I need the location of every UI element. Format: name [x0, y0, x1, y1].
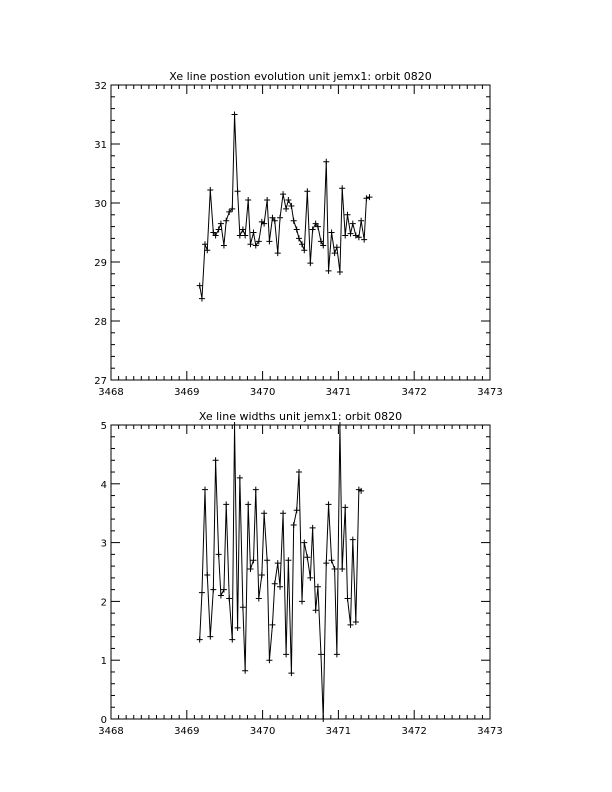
data-point	[363, 195, 369, 201]
data-point	[199, 590, 205, 596]
data-point	[245, 501, 251, 507]
data-point	[283, 651, 289, 657]
data-point	[301, 247, 307, 253]
data-point	[272, 581, 278, 587]
data-point	[269, 622, 275, 628]
data-point	[299, 598, 305, 604]
y-tick-label: 29	[94, 258, 107, 269]
data-point	[213, 457, 219, 463]
plot-frame	[111, 85, 490, 380]
data-point	[353, 619, 359, 625]
data-point	[207, 634, 213, 640]
data-point	[294, 227, 300, 233]
y-tick-label: 0	[100, 715, 107, 726]
data-point	[285, 197, 291, 203]
data-point	[229, 637, 235, 643]
x-tick-label: 3469	[174, 387, 200, 398]
data-point	[237, 232, 243, 238]
x-tick-label: 3470	[249, 387, 276, 398]
series-line	[200, 425, 361, 719]
widths-chart	[98, 410, 502, 737]
data-point	[247, 241, 253, 247]
data-point	[342, 504, 348, 510]
data-point	[247, 566, 253, 572]
data-point	[342, 232, 348, 238]
data-point	[339, 185, 345, 191]
data-point	[288, 670, 294, 676]
data-point	[315, 584, 321, 590]
y-tick-label: 2	[100, 597, 107, 609]
data-point	[223, 218, 229, 224]
data-point	[197, 637, 203, 643]
data-point	[232, 112, 238, 118]
data-point	[202, 487, 208, 493]
data-point	[313, 607, 319, 613]
data-point	[358, 218, 364, 224]
plot-frame	[111, 425, 490, 719]
data-point	[223, 501, 229, 507]
data-point	[291, 522, 297, 528]
data-point	[344, 212, 350, 218]
data-point	[210, 587, 216, 593]
data-point	[296, 235, 302, 241]
data-point	[334, 244, 340, 250]
y-tick-label: 27	[94, 376, 107, 387]
data-point	[288, 203, 294, 209]
data-point	[235, 188, 241, 194]
data-point	[277, 215, 283, 221]
data-point	[204, 572, 210, 578]
data-point	[294, 507, 300, 513]
y-tick-label: 32	[94, 81, 107, 92]
data-point	[329, 230, 335, 236]
data-point	[344, 595, 350, 601]
data-point	[207, 187, 213, 193]
data-point	[318, 651, 324, 657]
data-point	[261, 510, 267, 516]
y-tick-label: 31	[94, 140, 107, 151]
x-tick-label: 3473	[477, 726, 503, 737]
x-tick-label: 3471	[325, 387, 352, 398]
data-point	[259, 572, 265, 578]
data-point	[310, 227, 316, 233]
data-point	[218, 593, 224, 599]
data-point	[253, 487, 259, 493]
data-point	[337, 269, 343, 275]
x-tick-label: 3469	[174, 726, 200, 737]
data-point	[218, 221, 224, 227]
data-point	[216, 551, 222, 557]
data-point	[326, 501, 332, 507]
data-point	[275, 250, 281, 256]
data-point	[221, 242, 227, 248]
data-point	[251, 557, 257, 563]
data-point	[251, 230, 257, 236]
x-tick-label: 3472	[401, 726, 427, 737]
data-point	[242, 232, 248, 238]
data-point	[361, 237, 367, 243]
data-point	[275, 560, 281, 566]
data-point	[242, 668, 248, 674]
data-point	[307, 575, 313, 581]
data-point	[301, 540, 307, 546]
data-point	[320, 716, 326, 722]
y-tick-label: 5	[100, 421, 107, 432]
x-tick-label: 3468	[98, 387, 124, 398]
x-tick-label: 3471	[325, 726, 352, 737]
x-tick-label: 3473	[477, 387, 503, 398]
data-point	[264, 557, 270, 563]
widths-chart-title: Xe line widths unit jemx1: orbit 0820	[198, 410, 403, 423]
data-point	[348, 231, 354, 237]
data-point	[329, 557, 335, 563]
data-point	[339, 566, 345, 572]
data-point	[348, 622, 354, 628]
data-point	[332, 566, 338, 572]
x-tick-label: 3468	[98, 726, 124, 737]
data-point	[256, 595, 262, 601]
y-tick-label: 30	[94, 199, 107, 210]
x-tick-label: 3472	[401, 387, 427, 398]
data-point	[323, 159, 329, 165]
data-point	[235, 625, 241, 631]
data-point	[240, 227, 246, 233]
data-point	[199, 296, 205, 302]
data-point	[280, 191, 286, 197]
data-point	[216, 227, 222, 233]
data-point	[240, 604, 246, 610]
data-point	[366, 194, 372, 200]
x-tick-label: 3470	[249, 726, 276, 737]
data-point	[304, 188, 310, 194]
data-point	[237, 475, 243, 481]
data-point	[304, 554, 310, 560]
data-point	[226, 595, 232, 601]
data-point	[285, 557, 291, 563]
data-point	[266, 238, 272, 244]
data-point	[326, 268, 332, 274]
y-tick-label: 3	[100, 538, 107, 550]
y-tick-label: 4	[100, 479, 107, 491]
position-chart	[94, 70, 502, 398]
data-point	[334, 651, 340, 657]
data-point	[291, 218, 297, 224]
data-point	[197, 283, 203, 289]
data-point	[332, 250, 338, 256]
data-point	[350, 537, 356, 543]
data-point	[264, 197, 270, 203]
data-point	[280, 510, 286, 516]
data-point	[350, 221, 356, 227]
data-point	[307, 260, 313, 266]
data-point	[266, 657, 272, 663]
data-point	[221, 587, 227, 593]
data-point	[296, 469, 302, 475]
series-line	[200, 115, 370, 299]
data-point	[323, 560, 329, 566]
data-point	[310, 525, 316, 531]
data-point	[245, 197, 251, 203]
position-chart-title: Xe line postion evolution unit jemx1: orbit 0820	[169, 70, 432, 83]
data-point	[277, 584, 283, 590]
data-point	[283, 206, 289, 212]
y-tick-label: 1	[100, 656, 107, 668]
y-tick-label: 28	[94, 317, 107, 328]
